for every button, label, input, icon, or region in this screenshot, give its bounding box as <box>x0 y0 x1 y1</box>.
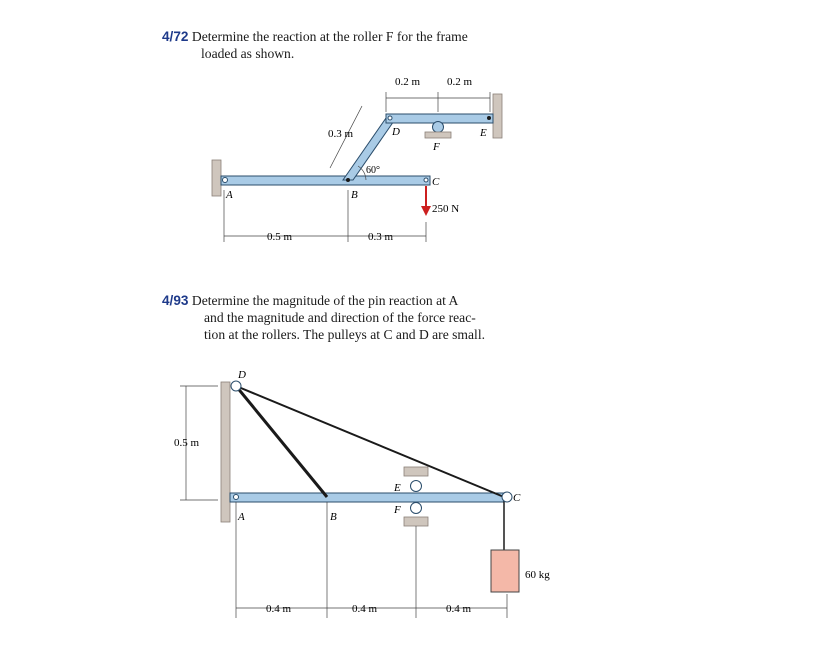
roller-f-support <box>404 517 428 526</box>
problem-line: and the magnitude and direction of the force reac- <box>204 310 476 325</box>
roller-e <box>411 481 422 492</box>
point-label: E <box>480 127 487 139</box>
problem-line: loaded as shown. <box>201 46 295 61</box>
problem-line: tion at the rollers. The pulleys at C and D are small. <box>204 327 485 342</box>
point-label: D <box>238 369 246 381</box>
roller-f <box>411 503 422 514</box>
wall <box>221 382 230 522</box>
dim-label: 0.3 m <box>328 128 354 140</box>
pin-a <box>234 495 239 500</box>
mass-label: 60 kg <box>525 569 550 581</box>
point-label: A <box>238 511 245 523</box>
point-label: A <box>226 189 233 201</box>
roller-e-support <box>404 467 428 476</box>
problem-number: 4/72 <box>162 29 189 44</box>
beam <box>230 493 504 502</box>
point-label: C <box>513 492 521 504</box>
point-label: F <box>433 141 440 153</box>
problem-line: Determine the reaction at the roller F for the frame <box>191 29 468 44</box>
mass-block <box>491 550 519 592</box>
pulley-c <box>502 492 512 502</box>
angle-label: 60° <box>366 165 380 176</box>
point-label: E <box>394 482 401 494</box>
dim-label: 0.4 m <box>266 603 292 615</box>
dim-label: 0.4 m <box>446 603 472 615</box>
cable-dc <box>236 386 504 497</box>
dim-label: 0.2 m <box>395 76 421 88</box>
dim-label: 0.3 m <box>368 231 394 243</box>
point-label: C <box>432 176 440 188</box>
dim-label: 0.2 m <box>447 76 473 88</box>
point-label: B <box>351 189 358 201</box>
strut-db <box>236 386 327 497</box>
force-label: 250 N <box>432 203 460 215</box>
point-label: F <box>394 504 401 516</box>
problem-number: 4/93 <box>162 293 189 308</box>
dim-label: 0.5 m <box>267 231 293 243</box>
point-label: D <box>392 126 400 138</box>
dim-label: 0.5 m <box>174 437 200 449</box>
problem-line: Determine the magnitude of the pin reaction at A <box>191 293 459 308</box>
dim-label: 0.4 m <box>352 603 378 615</box>
point-label: B <box>330 511 337 523</box>
pulley-d <box>231 381 241 391</box>
